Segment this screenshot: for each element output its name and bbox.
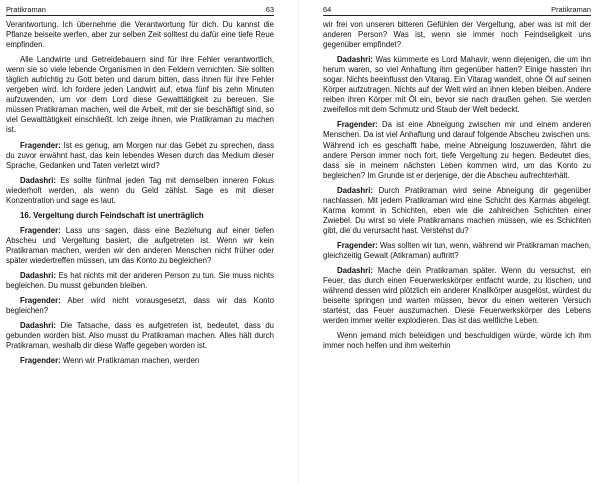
- paragraph: Dadashri: Es hat nichts mit der anderen Person zu tun. Sie muss nichts begleichen. Du musst gebunden bleiben.: [6, 271, 274, 291]
- paragraph: Fragender: Da ist eine Abneigung zwischen mir und einem anderen Menschen. Da ist viel Anhaftung und darauf folgende Abscheu zwischen uns. Während ich es geschafft habe, meine Abneigung loszuwerden, fährt die andere Person immer noch fort, tiefe Vergeltung zu hegen. Bedeutet dies, dass sie in meinem nächsten Leben kommen wird, um das Konto zu begleichen? Im Grunde ist er derjenige, der die Abscheu aufrechterhält.: [323, 120, 591, 180]
- left-page-number: 63: [265, 5, 274, 14]
- paragraph: Wenn jemand mich beleidigen und beschuldigen würde, würde ich ihm immer noch helfen und ihm weiterhin: [323, 331, 591, 351]
- paragraph: Fragender: Ist es genug, am Morgen nur das Gebet zu sprechen, dass du zuvor erwähnt hast, das kein lebendes Wesen durch das Medium dieser Sprache, Gedanken und Taten verletzt wird?: [6, 140, 274, 170]
- left-page-body: [6, 20, 274, 366]
- speaker-label: Fragender:: [20, 356, 61, 366]
- paragraph: Dadashri: Es sollte fünfmal jeden Tag mit demselben inneren Fokus wiederholt werden, als wenn du Geld zählst. Sage es mit dieser Konzentration und sage es laut.: [6, 175, 274, 205]
- right-page-header: [323, 0, 591, 16]
- speaker-label: Dadashri:: [20, 321, 56, 331]
- speaker-label: Fragender:: [20, 225, 61, 235]
- left-header-title: Pratikraman: [6, 5, 46, 14]
- speaker-label: Fragender:: [337, 240, 378, 250]
- paragraph: Verantwortung. Ich übernehme die Verantwortung für dich. Du kannst die Pflanze beiseite werfen, aber zur selben Zeit solltest du dafür eine tiefe Reue empfinden.: [6, 20, 274, 50]
- paragraph: Dadashri: Die Tatsache, dass es aufgetreten ist, bedeutet, dass du gebunden worden bist. Also musst du Pratikraman machen. Alles hält durch Pratikraman, weshalb dir diese Waffe gegeben worden ist.: [6, 321, 274, 351]
- speaker-label: Fragender:: [20, 296, 61, 306]
- paragraph: Fragender: Was sollten wir tun, wenn, während wir Pratikraman machen, gleichzeitig Gewalt (Atikraman) auftritt?: [323, 240, 591, 260]
- speaker-label: Dadashri:: [337, 55, 373, 65]
- paragraph: Dadashri: Mache dein Pratikraman später. Wenn du versuchst, ein Feuer, das durch einen Feuerwerkskörper entfacht wurde, zu löschen, und während dessen wird plötzlich ein anderer Knallkörper ausgelöst, würdest du beiseite springen und warten müssen, bevor du einen weiteren Versuch startest, das Feuer auszumachen. Diese Feuerwerkskörper des Lebens werden immer weiter explodieren. Das ist das weltliche Leben.: [323, 266, 591, 326]
- paragraph: Dadashri: Was kümmerte es Lord Mahavir, wenn diejenigen, die um ihn herum waren, so viel Anhaftung ihm gegenüber hatten? Einige hassten ihn sogar. Nichts beeinflusst den Vitarag. Ein Vitarag wandelt, ohne Öl auf seinen Körper aufzutragen. Nichts auf der Welt wird an ihnen kleben bleiben. Andere reiben ihren Körper mit Öl ein, bevor sie nach draußen gehen. Sie werden zweifellos mit dem Schmutz und Staub der Welt bedeckt.: [323, 55, 591, 115]
- paragraph: Fragender: Aber wird nicht vorausgesetzt, dass wir das Konto begleichen?: [6, 296, 274, 316]
- right-header-title: Pratikraman: [551, 5, 591, 14]
- paragraph: wir frei von unseren bitteren Gefühlen der Vergeltung, aber was ist mit der anderen Person? Was ist, wenn sie immer noch Feindseligkeit uns gegenüber empfindet?: [323, 20, 591, 50]
- paragraph: Fragender: Wenn wir Pratikraman machen, werden: [20, 356, 200, 366]
- right-page-body: [323, 20, 591, 351]
- right-page: [323, 0, 591, 484]
- left-page: [6, 0, 274, 484]
- left-page-header: [6, 0, 274, 16]
- speaker-label: Fragender:: [20, 140, 61, 150]
- paragraph: Fragender: Lass uns sagen, dass eine Beziehung auf einer tiefen Abscheu und Vergeltung basiert, die aufgetreten ist. Wenn wir kein Pratikraman machen, werden wir den anderen Menschen nicht früher oder später wiedertreffen müssen, um das Konto zu begleichen?: [6, 225, 274, 265]
- speaker-label: Fragender:: [337, 120, 378, 130]
- speaker-label: Dadashri:: [337, 185, 373, 195]
- section-heading: 16. Vergeltung durch Feindschaft ist unerträglich: [20, 210, 204, 220]
- page-gutter: [298, 0, 299, 484]
- speaker-label: Dadashri:: [20, 175, 56, 185]
- speaker-label: Dadashri:: [20, 271, 56, 281]
- right-page-number: 64: [323, 5, 332, 14]
- speaker-label: Dadashri:: [337, 266, 373, 276]
- paragraph: Dadashri: Durch Pratikraman wird seine Abneigung dir gegenüber nachlassen. Mit jedem Pratikraman wird eine Schicht des Karmas abgelegt. Karma kommt in Schichten, eben wie die zahlreichen Schichten einer Zwiebel. Du wirst so viele Pratikramans machen müssen, wie es Schichten gibt, die du verursacht hast. Verstehst du?: [323, 185, 591, 235]
- paragraph: Alle Landwirte und Getreidebauern sind für ihre Fehler verantwortlich, wenn sie so viele lebende Organismen in den Feldern vernichten. Sie sollten täglich aufrichtig zu Gott beten und darum bitten, dass ihnen für ihre Fehler vergeben wird. Ich fordere jeden Landwirt auf, etwa fünf bis zehn Minuten aufzuwenden, um vor dem Lord diese Gewalttätigkeit zu bereuen. Sie müssen Pratikraman machen, weil die Arbeit, mit der sie beschäftigt sind, so viel Gewalttätigkeit einschließt. Ich zeige ihnen, wie Pratikraman zu machen ist.: [6, 55, 274, 135]
